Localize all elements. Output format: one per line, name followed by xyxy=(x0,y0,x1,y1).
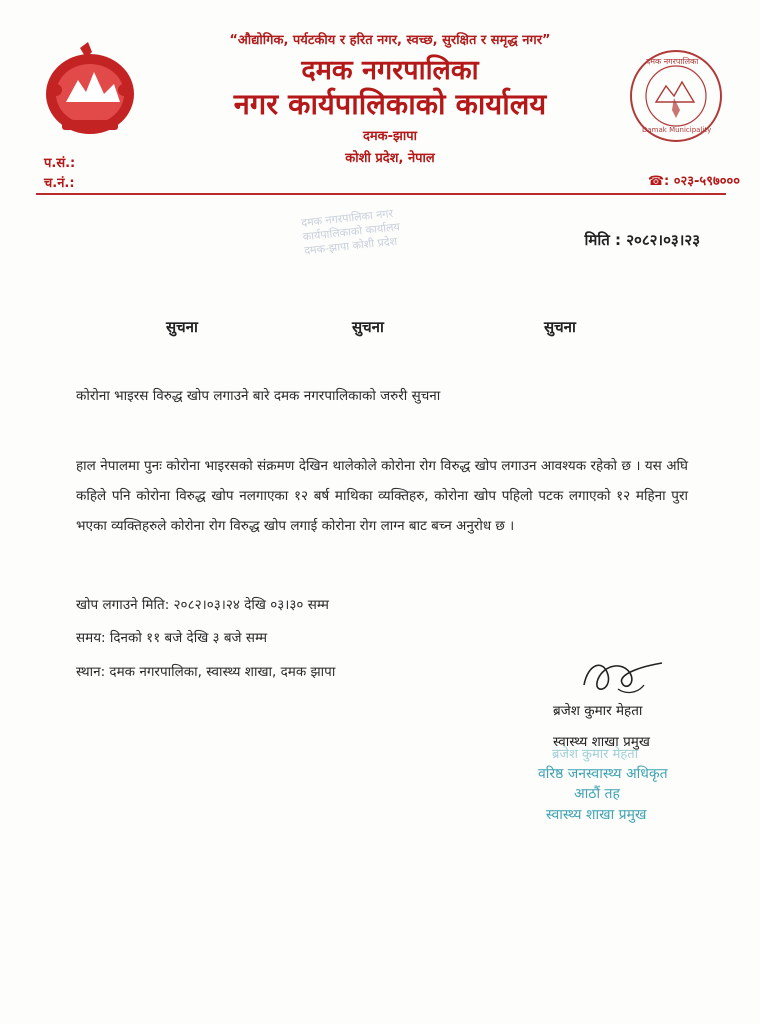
stamp-line-1: ब्रजेश कुमार मेहता xyxy=(552,747,639,762)
stamp-line-4: स्वास्थ्य शाखा प्रमुख xyxy=(546,807,647,823)
signatory-title: स्वास्थ्य शाखा प्रमुख xyxy=(553,734,650,750)
notice-label-3: सुचना xyxy=(544,318,576,336)
header-divider xyxy=(36,193,726,195)
reference-cn: च.नं.: xyxy=(44,176,75,191)
stamp-line-3: आठौं तह xyxy=(574,786,620,802)
notice-body: हाल नेपालमा पुनः कोरोना भाइरसको संक्रमण देखिन थालेकोले कोरोना रोग विरुद्ध खोप लगाउन आवश्यक रहेको छ । यस अघि कहिले पनि कोरोना विरुद्ध खोप नलगाएका १२ बर्ष माथिका व्यक्तिहरु, कोरोना खोप पहिलो पटक लगाएको १२ महिना पुरा भएका व्यक्तिहरुले कोरोना रोग विरुद्ध खोप लगाई कोरोना रोग लाग्न बाट बच्न अनुरोध छ । xyxy=(76,458,688,534)
notice-subject: कोरोना भाइरस विरुद्ध खोप लगाउने बारे दमक नगरपालिकाको जरुरी सुचना xyxy=(76,388,441,404)
slogan: “औद्योगिक, पर्यटकीय र हरित नगर, स्वच्छ, सुरक्षित र समृद्ध नगर” xyxy=(229,33,551,48)
vaccination-time: समय: दिनको ११ बजे देखि ३ बजे सम्म xyxy=(76,630,268,646)
seal-text-bottom: Damak Municipality xyxy=(642,126,712,134)
signature-scribble xyxy=(578,655,668,703)
address-line-2: कोशी प्रदेश, नेपाल xyxy=(345,151,435,166)
watermark-stamp: दमक नगरपालिका नगर कार्यपालिकाको कार्यालय दमक-झापा कोशी प्रदेश xyxy=(300,206,401,258)
office-name: नगर कार्यपालिकाको कार्यालय xyxy=(233,87,547,121)
reference-ps: प.सं.: xyxy=(44,156,76,171)
notice-label-1: सुचना xyxy=(166,318,198,336)
address-line-1: दमक-झापा xyxy=(362,129,417,144)
notice-label-2: सुचना xyxy=(352,318,384,336)
signatory-name: ब्रजेश कुमार मेहता xyxy=(553,703,643,719)
vaccination-place: स्थान: दमक नगरपालिका, स्वास्थ्य शाखा, दमक झापा xyxy=(76,664,336,680)
document-date: मिति : २०८२।०३।२३ xyxy=(584,231,700,249)
municipality-name: दमक नगरपालिका xyxy=(301,55,479,86)
stamp-line-2: वरिष्ठ जनस्वास्थ्य अधिकृत xyxy=(538,766,668,782)
seal-text-top: दमक नगरपालिका xyxy=(646,57,699,66)
vaccination-date: खोप लगाउने मिति: २०८२।०३।२४ देखि ०३।३० सम्म xyxy=(76,597,329,613)
phone-number: ☎: ०२३-५९७००० xyxy=(647,174,740,189)
